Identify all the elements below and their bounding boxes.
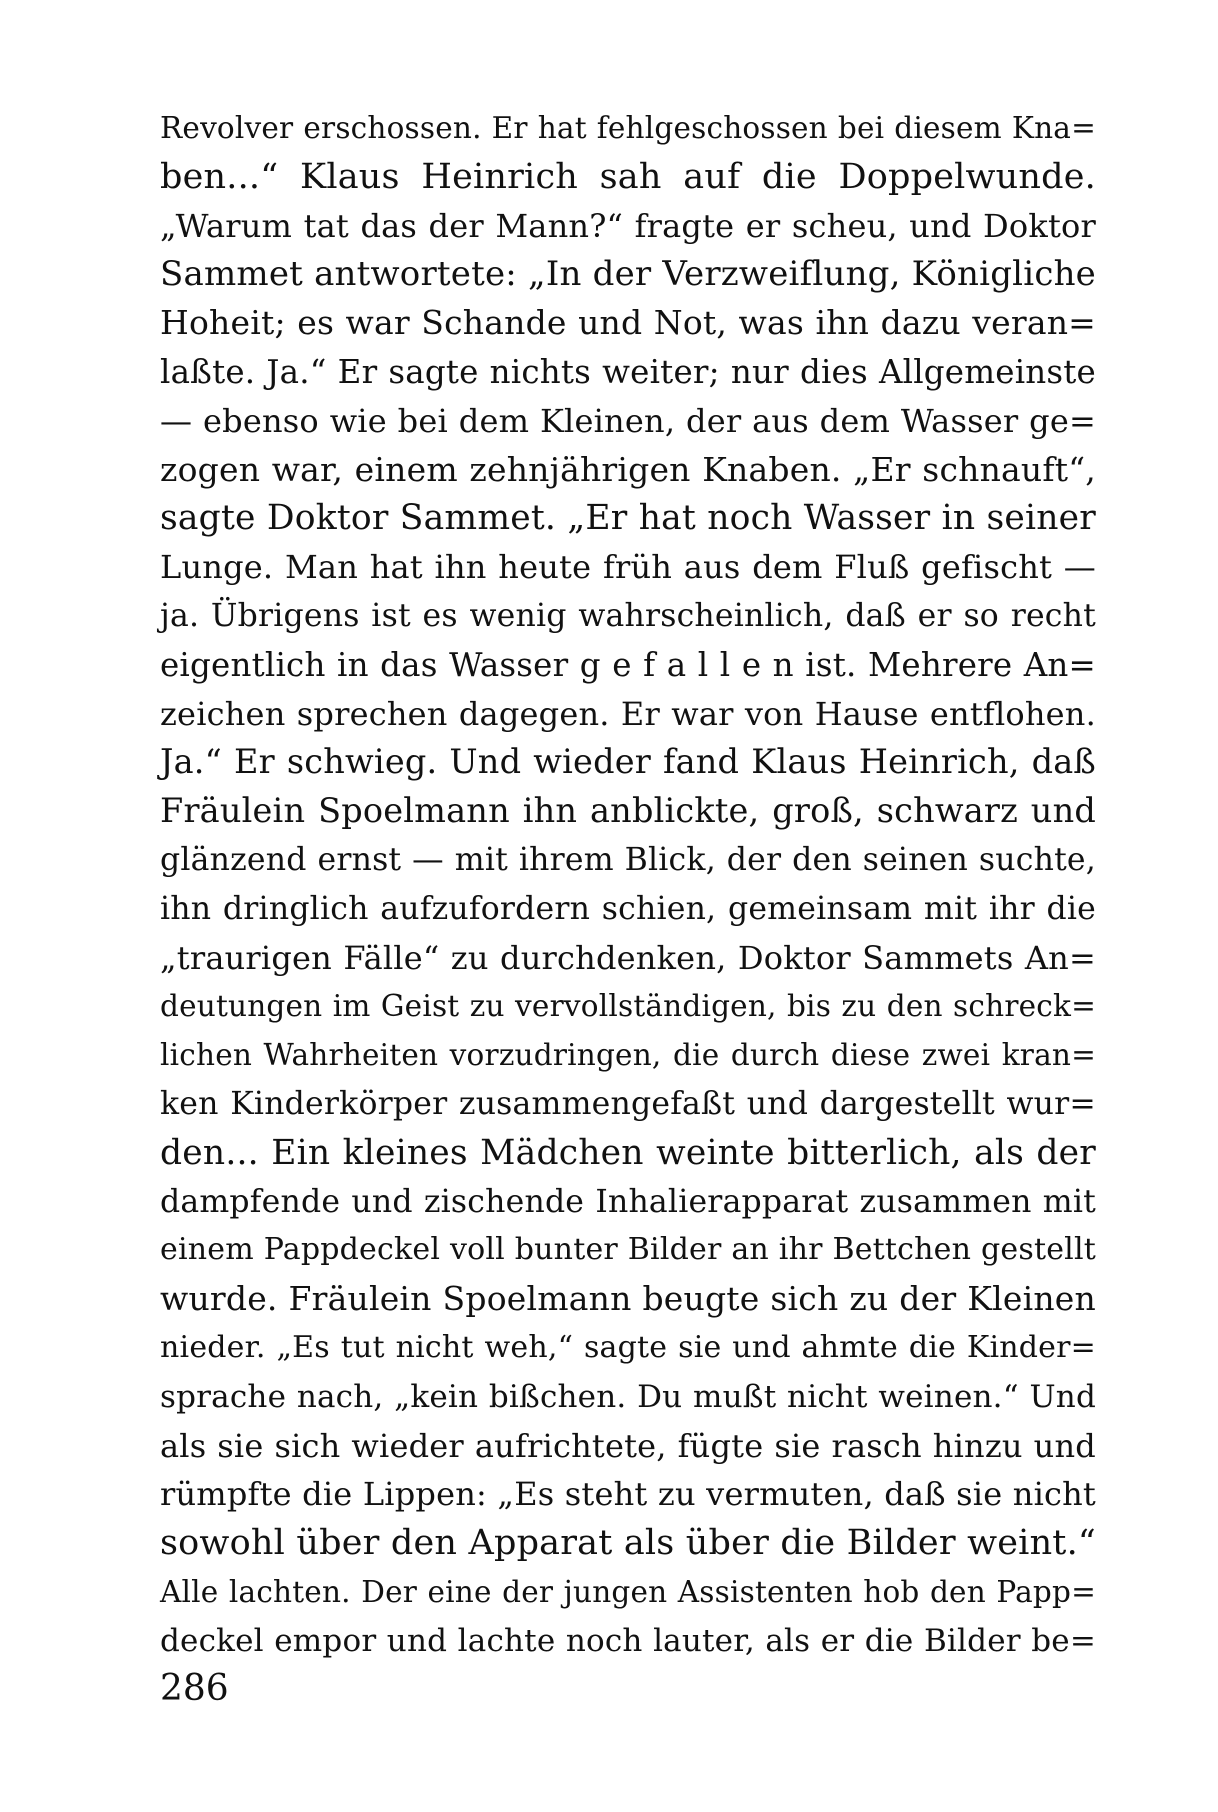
text-line: einem Pappdeckel voll bunter Bilder an ihr Bettchen gestellt — [160, 1232, 1096, 1268]
text-line: glänzend ernst — mit ihrem Blick, der den seinen suchte, — [160, 841, 1096, 878]
text-line: laßte. Ja.“ Er sagte nichts weiter; nur dies Allgemeinste — [160, 352, 1096, 391]
text-line: Alle lachten. Der eine der jungen Assistenten hob den Papp= — [160, 1574, 1096, 1609]
text-line: Ja.“ Er schwieg. Und wieder fand Klaus Heinrich, daß — [160, 742, 1096, 782]
text-line: sowohl über den Apparat als über die Bilder weint.“ — [160, 1523, 1096, 1564]
text-line: Hoheit; es war Schande und Not, was ihn dazu veran= — [160, 303, 1096, 343]
text-line: deckel empor und lachte noch lauter, als er die Bilder be= — [160, 1622, 1096, 1659]
text-line: lichen Wahrheiten vorzudringen, die durch diese zwei kran= — [160, 1038, 1096, 1073]
text-line: ben...“ Klaus Heinrich sah auf die Doppelwunde. — [160, 156, 1096, 197]
text-line: zeichen sprechen dagegen. Er war von Hause entflohen. — [160, 694, 1096, 733]
text-line: eigentlich in das Wasser g e f a l l e n ist. Mehrere An= — [160, 645, 1096, 684]
text-line: deutungen im Geist zu vervollständigen, bis zu den schreck= — [160, 989, 1096, 1024]
text-line: wurde. Fräulein Spoelmann beugte sich zu der Kleinen — [160, 1279, 1096, 1319]
text-line: den... Ein kleines Mädchen weinte bitterlich, als der — [160, 1132, 1096, 1173]
text-line: — ebenso wie bei dem Kleinen, der aus dem Wasser ge= — [160, 401, 1096, 440]
text-line: ihn dringlich aufzufordern schien, gemeinsam mit ihr die — [160, 890, 1096, 927]
text-line: sprache nach, „kein bißchen. Du mußt nicht weinen.“ Und — [160, 1378, 1096, 1415]
text-line: nieder. „Es tut nicht weh,“ sagte sie und ahmte die Kinder= — [160, 1329, 1096, 1365]
text-line: als sie sich wieder aufrichtete, fügte sie rasch hinzu und — [160, 1426, 1096, 1465]
page-number: 286 — [160, 1668, 229, 1709]
text-line: dampfende und zischende Inhalierapparat zusammen mit — [160, 1183, 1096, 1220]
text-line: „Warum tat das der Mann?“ fragte er scheu, und Doktor — [160, 206, 1096, 245]
text-line: Sammet antwortete: „In der Verzweiflung, Königliche — [160, 254, 1096, 295]
text-line: Fräulein Spoelmann ihn anblickte, groß, schwarz und — [160, 791, 1096, 831]
text-line: rümpfte die Lippen: „Es steht zu vermuten, daß sie nicht — [160, 1475, 1096, 1514]
text-line: ken Kinderkörper zusammengefaßt und dargestellt wur= — [160, 1085, 1096, 1122]
text-line: zogen war, einem zehnjährigen Knaben. „Er schnauft“, — [160, 449, 1096, 489]
text-line: sagte Doktor Sammet. „Er hat noch Wasser in seiner — [160, 498, 1096, 539]
text-line: ja. Übrigens ist es wenig wahrscheinlich, daß er so recht — [160, 597, 1096, 634]
text-line: „traurigen Fälle“ zu durchdenken, Doktor Sammets An= — [160, 938, 1096, 977]
body-text — [160, 104, 1096, 1666]
text-line: Lunge. Man hat ihn heute früh aus dem Fluß gefischt — — [160, 548, 1096, 587]
text-line: Revolver erschossen. Er hat fehlgeschossen bei diesem Kna= — [160, 111, 1096, 145]
